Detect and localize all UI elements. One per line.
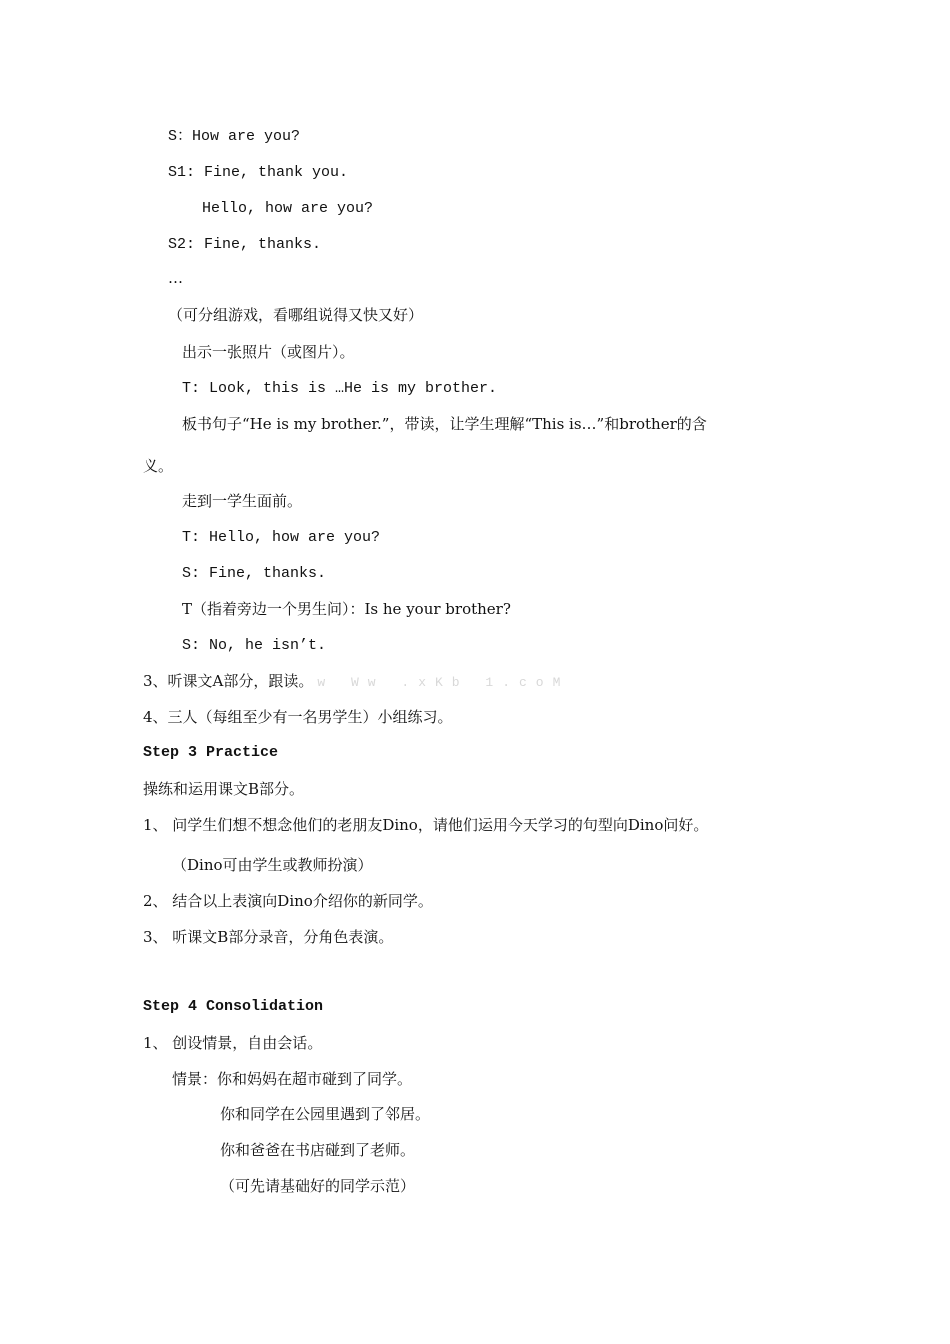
instruction-note: （可分组游戏，看哪组说得又快又好）	[168, 306, 424, 324]
scenario-line: 你和同学在公园里遇到了邻居。	[220, 1105, 431, 1123]
watermark-text: w Ww .xKb 1.coM	[317, 675, 570, 690]
step-item: 2、 结合以上表演向Dino介绍你的新同学。	[143, 892, 433, 910]
instruction-line: 出示一张照片（或图片）。	[182, 343, 355, 361]
instruction-line: 走到一学生面前。	[182, 492, 303, 510]
scenario-line: 你和爸爸在书店碰到了老师。	[220, 1141, 416, 1159]
dialogue-line: S2: Fine, thanks.	[168, 236, 322, 253]
dialogue-line: S1: Fine, thank you.	[168, 164, 349, 181]
dialogue-line: Hello, how are you?	[202, 200, 374, 217]
dialogue-line: T（指着旁边一个男生问）：Is he your brother?	[182, 600, 511, 618]
instruction-line-continued: 义。	[143, 457, 174, 475]
step-item: 1、 创设情景，自由会话。	[143, 1034, 323, 1052]
instruction-note: （Dino可由学生或教师扮演）	[172, 856, 373, 874]
dialogue-line: T: Hello, how are you?	[182, 529, 381, 546]
dialogue-line: S: No, he isn’t.	[182, 637, 327, 654]
step-item: 3、 听课文B部分录音，分角色表演。	[143, 928, 394, 946]
section-heading: Step 4 Consolidation	[143, 998, 324, 1015]
ellipsis-line: …	[168, 269, 183, 287]
step-item: 4、三人（每组至少有一名男学生）小组练习。	[143, 708, 453, 726]
dialogue-line: T: Look, this is …He is my brother.	[182, 380, 498, 397]
section-intro: 操练和运用课文B部分。	[143, 780, 305, 798]
dialogue-line: S：How are you?	[168, 128, 301, 145]
dialogue-line: S: Fine, thanks.	[182, 565, 327, 582]
step-item	[143, 671, 569, 693]
instruction-note: （可先请基础好的同学示范）	[220, 1177, 416, 1195]
instruction-line: 板书句子“He is my brother.”，带读，让学生理解“This is…”和brother的含	[182, 415, 707, 433]
section-heading: Step 3 Practice	[143, 744, 279, 761]
step-item-text: 3、听课文A部分，跟读。	[143, 672, 314, 690]
step-item: 1、 问学生们想不想念他们的老朋友Dino，请他们运用今天学习的句型向Dino问好。	[143, 816, 709, 834]
scenario-line: 情景：你和妈妈在超市碰到了同学。	[172, 1070, 413, 1088]
